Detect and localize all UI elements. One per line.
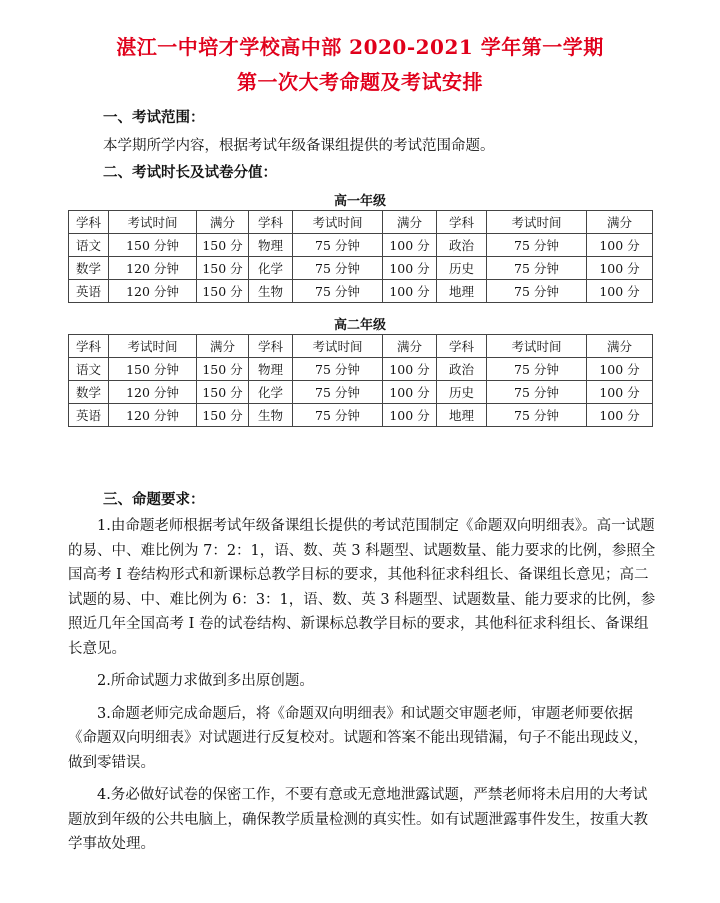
- header-cell: 满分: [587, 335, 653, 358]
- header-cell: 学科: [437, 211, 487, 234]
- table-cell: 75 分钟: [293, 280, 383, 303]
- table-cell: 100 分: [383, 280, 437, 303]
- header-cell: 学科: [69, 211, 109, 234]
- table-cell: 75 分钟: [487, 234, 587, 257]
- table-row: [69, 381, 653, 404]
- header-cell: 满分: [197, 335, 249, 358]
- table-cell: 化学: [249, 257, 293, 280]
- table-cell: 75 分钟: [293, 257, 383, 280]
- exam-table-grade2: [68, 334, 653, 427]
- header-cell: 满分: [383, 211, 437, 234]
- section-heading-duration: 二、考试时长及试卷分值：: [103, 164, 277, 181]
- table-cell: 物理: [249, 234, 293, 257]
- header-cell: 考试时间: [109, 335, 197, 358]
- table-header-row: [69, 211, 653, 234]
- header-cell: 满分: [383, 335, 437, 358]
- table-row: [69, 257, 653, 280]
- table-cell: 100 分: [587, 381, 653, 404]
- table-row: [69, 404, 653, 427]
- table-cell: 100 分: [383, 234, 437, 257]
- table-cell: 75 分钟: [487, 404, 587, 427]
- section-text-scope: 本学期所学内容，根据考试年级备课组提供的考试范围命题。: [103, 138, 495, 154]
- header-cell: 学科: [249, 211, 293, 234]
- table-cell: 政治: [437, 358, 487, 381]
- table-cell: 100 分: [587, 358, 653, 381]
- table-cell: 英语: [69, 280, 109, 303]
- table-cell: 75 分钟: [487, 257, 587, 280]
- table-cell: 历史: [437, 257, 487, 280]
- table-caption-grade1: 高一年级: [333, 194, 386, 209]
- table-cell: 地理: [437, 280, 487, 303]
- requirement-item: 3.命题老师完成命题后，将《命题双向明细表》和试题交审题老师，审题老师要依据《命题双向明细表》对试题进行反复校对。试题和答案不能出现错漏，句子不能出现歧义，做到零错误。: [68, 705, 648, 771]
- table-cell: 150 分钟: [109, 234, 197, 257]
- table-cell: 生物: [249, 404, 293, 427]
- table-cell: 化学: [249, 381, 293, 404]
- table-cell: 75 分钟: [293, 381, 383, 404]
- header-cell: 考试时间: [487, 335, 587, 358]
- requirement-item: 1.由命题老师根据考试年级备课组长提供的考试范围制定《命题双向明细表》。高一试题的易、中、难比例为 7：2：1，语、数、英 3 科题型、试题数量、能力要求的比例，参照全国高考 I 卷结构形式和新课标总教学目标的要求，其他科征求科组长、备课组长意见；高二试题的易、中、难比例为 6：3：1，语、数、英 3 科题型、试题数量、能力要求的比例，参照近几年全国高考 I 卷的试卷结构、新课标总教学目标的要求，其他科征求科组长、备课组长意见。: [68, 518, 656, 657]
- table-cell: 150 分: [197, 358, 249, 381]
- table-cell: 100 分: [383, 381, 437, 404]
- table-cell: 120 分钟: [109, 257, 197, 280]
- table-cell: 语文: [69, 358, 109, 381]
- table-cell: 150 分: [197, 404, 249, 427]
- table-cell: 100 分: [383, 404, 437, 427]
- table-row: [69, 358, 653, 381]
- table-cell: 100 分: [383, 358, 437, 381]
- table-cell: 100 分: [587, 257, 653, 280]
- header-cell: 学科: [437, 335, 487, 358]
- table-cell: 75 分钟: [487, 381, 587, 404]
- table-cell: 150 分: [197, 280, 249, 303]
- table-cell: 75 分钟: [487, 358, 587, 381]
- table-cell: 75 分钟: [293, 234, 383, 257]
- document-title: 湛江一中培才学校高中部 2020-2021 学年第一学期: [116, 35, 604, 59]
- table-header-row: [69, 335, 653, 358]
- requirements-list: [68, 514, 660, 857]
- table-cell: 75 分钟: [293, 404, 383, 427]
- exam-table-grade1: [68, 210, 653, 303]
- table-cell: 历史: [437, 381, 487, 404]
- table-cell: 120 分钟: [109, 404, 197, 427]
- table-caption-grade2: 高二年级: [333, 318, 386, 333]
- table-cell: 75 分钟: [487, 280, 587, 303]
- table-cell: 政治: [437, 234, 487, 257]
- table-row: [69, 280, 653, 303]
- table-cell: 物理: [249, 358, 293, 381]
- table-cell: 150 分钟: [109, 358, 197, 381]
- table-cell: 英语: [69, 404, 109, 427]
- table-cell: 150 分: [197, 234, 249, 257]
- header-cell: 考试时间: [293, 211, 383, 234]
- requirement-item: 2.所命试题力求做到多出原创题。: [97, 673, 314, 689]
- table-cell: 100 分: [383, 257, 437, 280]
- table-cell: 语文: [69, 234, 109, 257]
- requirement-item: 4.务必做好试卷的保密工作，不要有意或无意地泄露试题，严禁老师将未启用的大考试题放到年级的公共电脑上，确保教学质量检测的真实性。如有试题泄露事件发生，按重大教学事故处理。: [68, 787, 648, 852]
- header-cell: 学科: [69, 335, 109, 358]
- table-row: [69, 234, 653, 257]
- table-cell: 120 分钟: [109, 280, 197, 303]
- table-cell: 120 分钟: [109, 381, 197, 404]
- table-cell: 150 分: [197, 381, 249, 404]
- table-cell: 数学: [69, 381, 109, 404]
- header-cell: 考试时间: [109, 211, 197, 234]
- table-cell: 数学: [69, 257, 109, 280]
- section-heading-scope: 一、考试范围：: [103, 109, 205, 126]
- header-cell: 满分: [587, 211, 653, 234]
- table-cell: 75 分钟: [293, 358, 383, 381]
- header-cell: 学科: [249, 335, 293, 358]
- section-heading-requirements: 三、命题要求：: [103, 491, 205, 508]
- table-cell: 生物: [249, 280, 293, 303]
- table-cell: 100 分: [587, 234, 653, 257]
- table-cell: 150 分: [197, 257, 249, 280]
- table-cell: 地理: [437, 404, 487, 427]
- header-cell: 考试时间: [293, 335, 383, 358]
- document-subtitle: 第一次大考命题及考试安排: [237, 70, 483, 94]
- table-cell: 100 分: [587, 404, 653, 427]
- table-cell: 100 分: [587, 280, 653, 303]
- header-cell: 满分: [197, 211, 249, 234]
- header-cell: 考试时间: [487, 211, 587, 234]
